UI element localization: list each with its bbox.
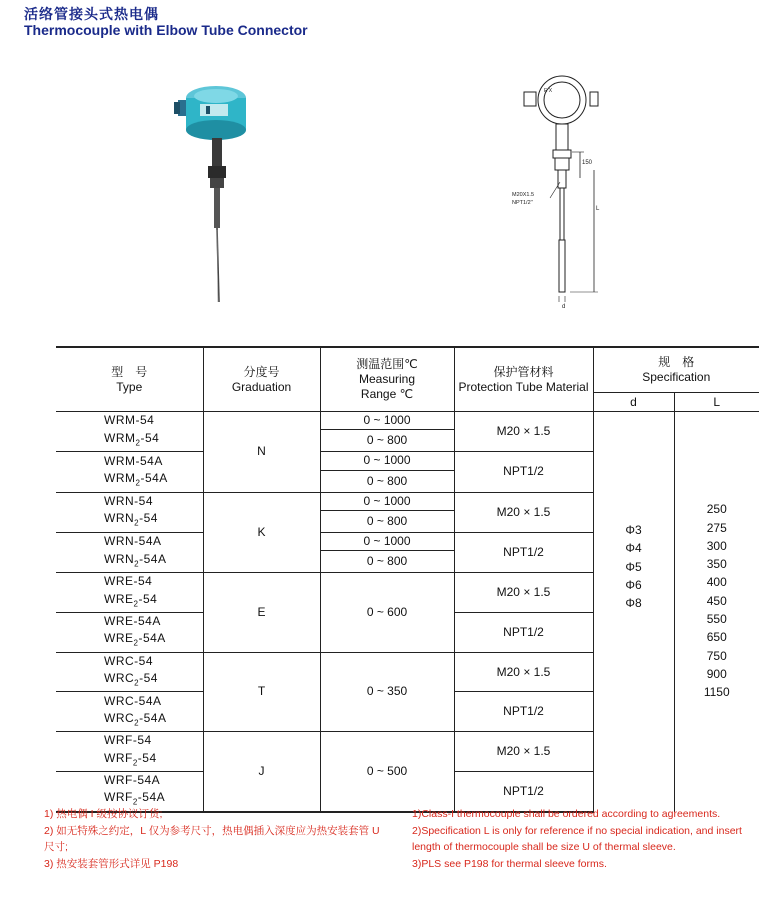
range-cell: 0 ~ 350 [320,652,454,732]
note-en-3: 3)PLS see P198 for thermal sleeve forms. [412,857,607,870]
material-cell: M20 × 1.5 [454,573,593,613]
material-cell: M20 × 1.5 [454,652,593,692]
material-cell: M20 × 1.5 [454,732,593,772]
type-cell: WRE-54 [56,573,203,591]
thread-npt: NPT1/2'' [512,200,533,206]
dimension-drawing [510,70,620,310]
type-cell: WRM-54 [56,412,203,430]
header-graduation: 分度号 Graduation [203,347,320,412]
header-type: 型 号 Type [56,347,203,412]
note-cn-1: 1) 热电偶 I 级按协议订货; [44,808,163,820]
page-title-en: Thermocouple with Elbow Tube Connector [24,22,308,38]
range-cell: 0 ~ 600 [320,573,454,653]
thread-m20: M20X1.5 [512,192,535,198]
type-cell: $WRF_2-54A$ [56,789,203,811]
material-cell: M20 × 1.5 [454,492,593,532]
type-cell: WRF-54A [56,772,203,790]
type-cell: $WRM_2-54$ [56,430,203,452]
type-cell: $WRC_2-54A$ [56,710,203,732]
type-cell: WRC-54 [56,652,203,670]
header-spec: 规 格 Specification [593,347,759,393]
material-cell: NPT1/2 [454,612,593,652]
page-title-cn: 活络管接头式热电偶 [24,6,159,22]
note-en-1: 1)Class-I thermocouple shall be ordered according to agreements. [412,808,721,820]
graduation-cell: K [203,492,320,573]
header-material: 保护管材料 Protection Tube Material [454,347,593,412]
graduation-cell: N [203,412,320,493]
type-cell: $WRE_2-54A$ [56,630,203,652]
type-cell: $WRF_2-54$ [56,750,203,772]
type-cell: $WRM_2-54A$ [56,470,203,492]
material-cell: M20 × 1.5 [454,412,593,452]
range-cell: 0 ~ 800 [320,470,454,492]
type-cell: WRC-54A [56,692,203,710]
note-cn-2: 2) 如无特殊之约定，L 仅为参考尺寸，热电偶插入深度应为热安装套管 U 尺寸; [44,824,380,853]
range-cell: 0 ~ 1000 [320,492,454,510]
L-values-cell: 250 275 300 350 400 450 550 650 750 900 1150 [674,412,759,812]
type-cell: WRE-54A [56,612,203,630]
material-cell: NPT1/2 [454,452,593,492]
type-cell: $WRE_2-54$ [56,591,203,613]
range-cell: 0 ~ 800 [320,430,454,452]
dim-150: 150 [582,160,593,166]
type-cell: $WRN_2-54$ [56,510,203,532]
d-values-cell: Φ3 Φ4 Φ5 Φ6 Φ8 [593,412,674,812]
graduation-cell: T [203,652,320,732]
range-cell: 0 ~ 1000 [320,452,454,470]
dim-L: L [596,206,600,212]
type-cell: $WRN_2-54A$ [56,551,203,573]
range-cell: 0 ~ 800 [320,551,454,573]
type-cell: WRF-54 [56,732,203,750]
graduation-cell: J [203,732,320,812]
range-cell: 0 ~ 500 [320,732,454,812]
type-cell: WRN-54 [56,492,203,510]
range-cell: 0 ~ 1000 [320,532,454,550]
range-cell: 0 ~ 800 [320,510,454,532]
spec-table [56,346,759,813]
head-label: E X [544,88,553,94]
type-cell: WRN-54A [56,532,203,550]
type-cell: $WRC_2-54$ [56,670,203,692]
graduation-cell: E [203,573,320,653]
dim-d: d [562,304,566,310]
material-cell: NPT1/2 [454,532,593,572]
range-cell: 0 ~ 1000 [320,412,454,430]
notes-cn [44,806,384,872]
type-cell: WRM-54A [56,452,203,470]
material-cell: NPT1/2 [454,772,593,812]
material-cell: NPT1/2 [454,692,593,732]
notes-en [412,806,762,872]
header-d: d [593,393,674,412]
note-en-2: 2)Specification L is only for reference if no special indication, and insert length of thermocouple shall be size U of thermal sleeve. [412,824,742,853]
product-photo [170,70,280,315]
header-L: L [674,393,759,412]
header-range: 测温范围℃ Measuring Range ℃ [320,347,454,412]
note-cn-3: 3) 热安装套管形式详见 P198 [44,857,179,870]
